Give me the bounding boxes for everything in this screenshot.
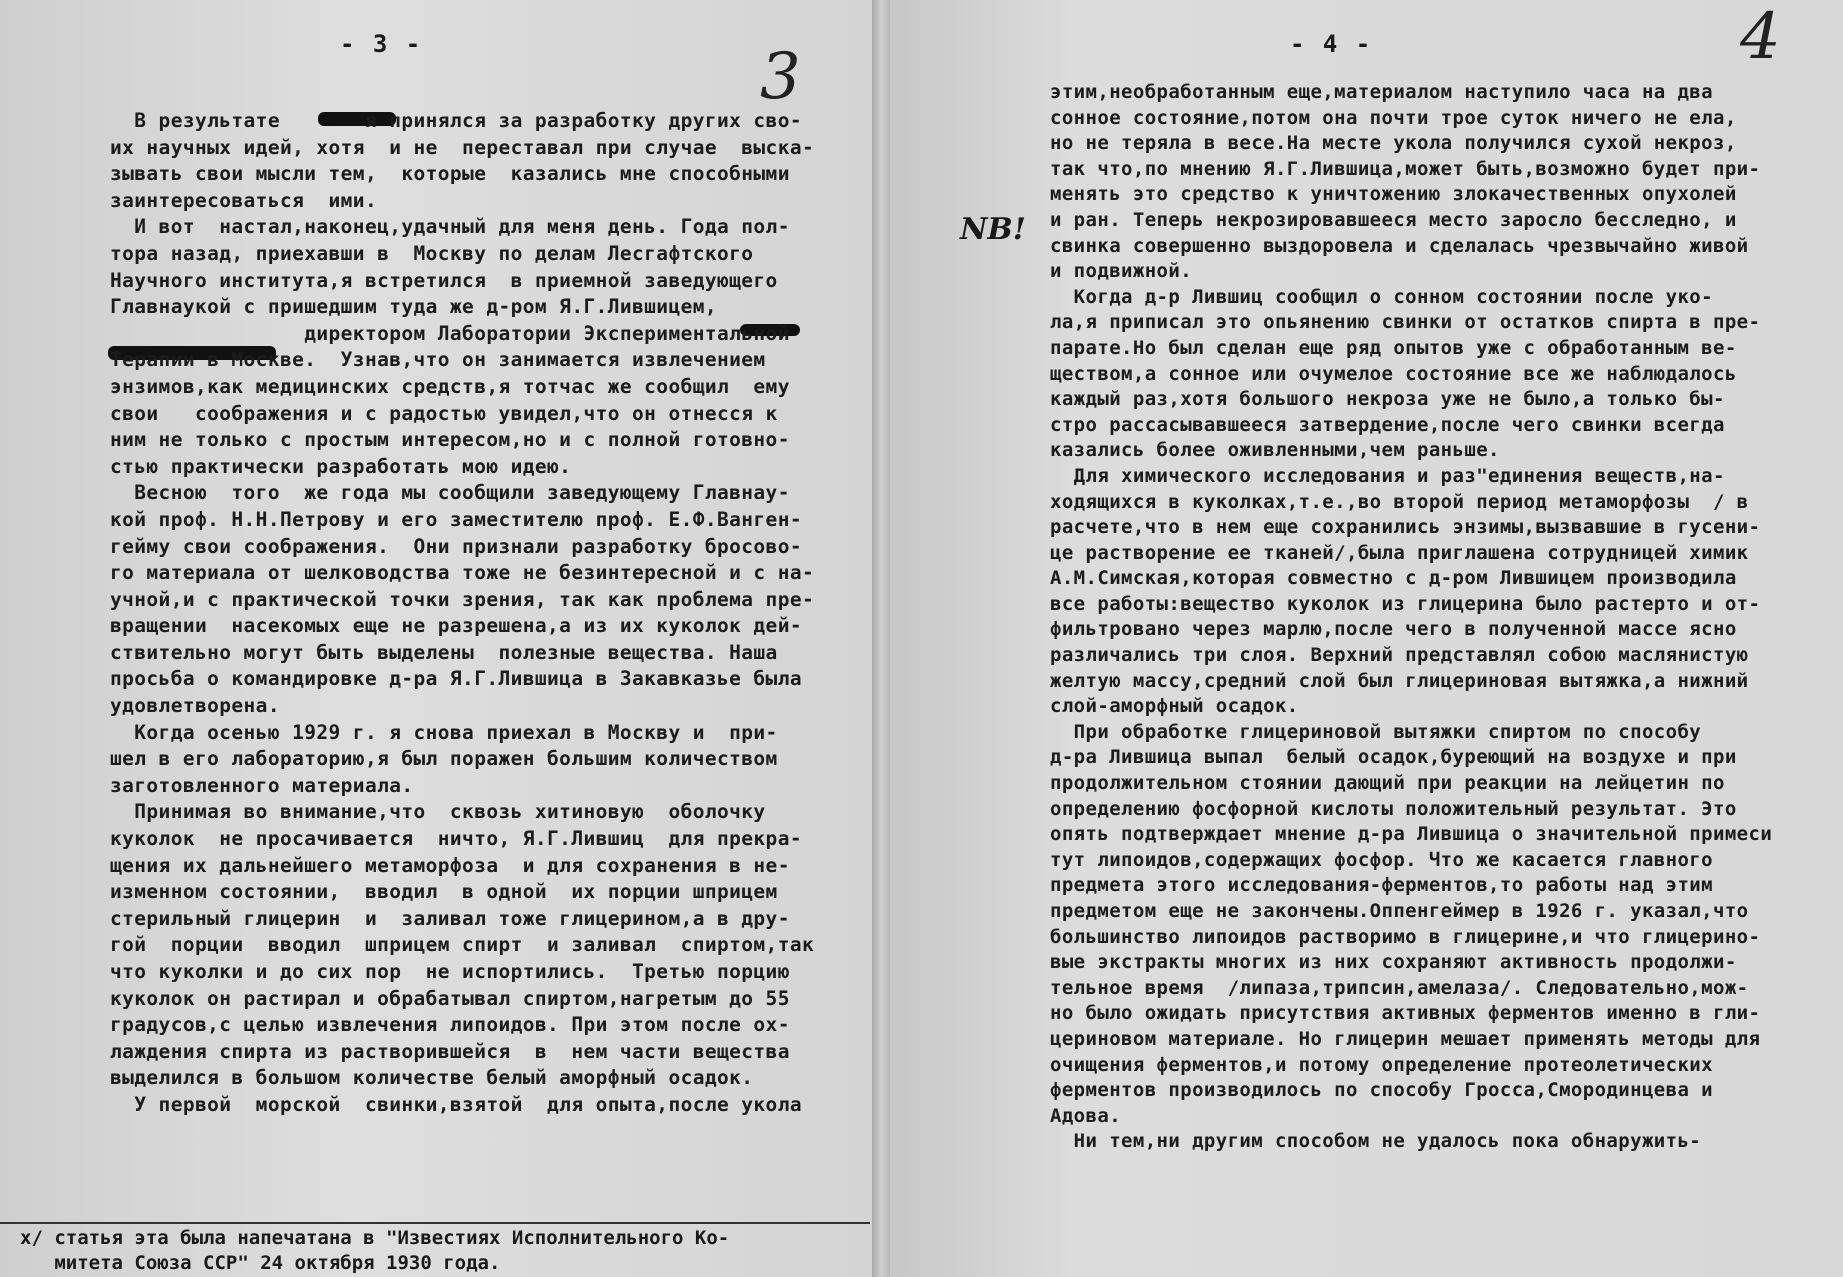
text-line: расчете,что в нем еще сохранились энзимы,вызвавшие в гусени- [1050,516,1761,539]
left-page-body [110,108,814,1119]
text-line: Когда осенью 1929 г. я снова приехал в Москву и при- [110,720,778,744]
text-line: лаждения спирта из растворившейся в нем части вещества [110,1039,790,1063]
text-line: парате.Но был сделан еще ряд опытов уже с обработанным ве- [1050,336,1737,359]
text-line: ферментов производилось по способу Гросса,Смородинцева и [1050,1079,1713,1102]
text-line: вые экстракты многих из них сохраняют активность продолжи- [1050,951,1737,974]
text-line: гейму свои соображения. Они признали разработку бросово- [110,534,802,558]
text-line: свинка совершенно выздоровела и сделалась чрезвычайно живой [1050,234,1749,257]
text-line: продолжительном стоянии дающий при реакции на лейцетин по [1050,772,1725,795]
margin-annotation: NB! [960,212,1026,247]
page-number: - 4 - [1290,30,1373,58]
text-line: вращении насекомых еще не разрешена,а из их куколок дей- [110,614,802,638]
right-page-body [1050,80,1772,1155]
text-line: заготовленного материала. [110,773,414,797]
text-line: цериновом материале. Но глицерин мешает применять методы для [1050,1027,1761,1050]
text-line: ствительно могут быть выделены полезные вещества. Наша [110,640,778,664]
text-line: Терапии в Москве. Узнав,что он занимается извлечением [110,348,766,372]
handwritten-page-number: 3 [760,40,801,114]
text-line: предметом еще не закончены.Оппенгеймер в 1926 г. указал,что [1050,900,1749,922]
text-line: предмета этого исследования-ферментов,то работы над этим [1050,874,1713,897]
text-line: Принимая во внимание,что сквозь хитиновую оболочку [110,800,766,824]
text-line: определению фосфорной кислоты положительный результат. Это [1050,797,1737,820]
right-page [880,0,1843,1277]
text-line: И вот настал,наконец,удачный для меня день. Года пол- [110,215,790,239]
text-line: x/ статья эта была напечатана в "Известиях Исполнительного Ко- [20,1227,730,1249]
text-line: В результате я принялся за разработку других сво- [110,109,802,132]
text-line: кой проф. Н.Н.Петрову и его заместителю проф. Е.Ф.Ванген- [110,507,802,531]
text-line: куколок он растирал и обрабатывал спиртом,нагретым до 55 [110,986,790,1010]
text-line: стро рассасывавшееся затвердение,после чего свинки всегда [1050,413,1725,436]
text-line: удовлетворена. [110,694,280,718]
text-line: опять подтверждает мнение д-ра Лившица о значительной примеси [1050,823,1773,846]
text-line: различались три слоя. Верхний представлял собою маслянистую [1050,644,1749,667]
page-gutter [872,0,890,1277]
text-line: изменном состоянии, вводил в одной их порции шприцем [110,880,778,904]
text-line: тут липоидов,содержащих фосфор. Что же касается главного [1050,848,1713,871]
page-number: - 3 - [340,30,423,58]
left-page [0,0,880,1277]
text-line: Когда д-р Лившиц сообщил о сонном состоянии после уко- [1050,285,1713,308]
text-line: тора назад, приехавши в Москву по делам Лесгафтского [110,241,754,265]
text-line: При обработке глицериновой вытяжки спиртом по способу [1050,720,1702,743]
text-line: большинство липоидов растворимо в глицерине,и что глицерино- [1050,925,1761,948]
text-line: сонное состояние,потом она почти трое суток ничего не ела, [1050,106,1737,129]
text-line: Адова. [1050,1104,1122,1127]
text-line: Главнаукой с пришедшим туда же д-ром Я.Г.Лившицем, [110,295,717,319]
text-line: каждый раз,хотя большого некроза уже не было,а только бы- [1050,388,1725,411]
text-line: Научного института,я встретился в приемной заведующего [110,268,778,292]
footnote-rule [0,1222,870,1224]
text-line: учной,и с практической точки зрения, так как проблема пре- [110,587,815,611]
handwritten-page-number: 4 [1740,0,1781,74]
text-line: А.М.Симская,которая совместно с д-ром Лившицем производила [1050,567,1737,590]
text-line: шел в его лабораторию,я был поражен большим количеством [110,747,778,771]
text-line: ла,я приписал это опьянению свинки от остатков спирта в пре- [1050,311,1761,334]
text-line: стью практически разработать мою идею. [110,454,572,478]
text-line: ществом,а сонное или очумелое состояние все же наблюдалось [1050,362,1737,385]
text-line: но не теряла в весе.На месте укола получился сухой некроз, [1050,132,1737,155]
text-line: го материала от шелководства тоже не безинтересной и с на- [110,561,815,585]
text-line: директором Лаборатории Экспериментальной [110,321,790,345]
text-line: Весною того же года мы сообщили заведующему Главнау- [110,481,790,505]
text-line: и подвижной. [1050,260,1193,283]
text-line: стерильный глицерин и заливал тоже глицерином,а в дру- [110,906,790,930]
text-line: заинтересоваться ими. [110,188,378,212]
text-line: Для химического исследования и раз"единения веществ,на- [1050,464,1725,487]
text-line: митета Союза ССР" 24 октября 1930 года. [20,1252,501,1274]
text-line: Ни тем,ни другим способом не удалось пока обнаружить- [1050,1130,1702,1153]
text-line: просьба о командировке д-ра Я.Г.Лившица в Закавказье была [110,667,802,691]
text-line: очищения ферментов,и потому определение протеолетических [1050,1053,1713,1076]
text-line: фильтровано через марлю,после чего в полученной массе ясно [1050,618,1737,641]
text-line: ним не только с простым интересом,но и с полной готовно- [110,428,790,452]
text-line: выделился в большом количестве белый аморфный осадок. [110,1066,754,1090]
text-line: и ран. Теперь некрозировавшееся место заросло бесследно, и [1050,208,1737,231]
text-line: гой порции вводил шприцем спирт и заливал спиртом,так [110,933,815,957]
text-line: градусов,с целью извлечения липоидов. При этом после ох- [110,1013,790,1037]
text-line: все работы:вещество куколок из глицерина было растерто и от- [1050,592,1761,615]
text-line: так что,по мнению Я.Г.Лившица,может быть,возможно будет при- [1050,157,1761,180]
footnote [20,1226,729,1276]
text-line: свои соображения и с радостью увидел,что он отнесся к [110,401,778,425]
text-line: казались более оживленными,чем раньше. [1050,439,1500,462]
text-line: энзимов,как медицинских средств,я тотчас же сообщил ему [110,374,790,398]
text-line: этим,необработанным еще,материалом наступило часа на два [1050,81,1713,103]
text-line: д-ра Лившица выпал белый осадок,буреющий на воздухе и при [1050,746,1737,769]
text-line: ходящихся в куколках,т.е.,во второй период метаморфозы / в [1050,490,1749,513]
text-line: их научных идей, хотя и не переставал при случае выска- [110,135,815,159]
text-line: щения их дальнейшего метаморфоза и для сохранения в не- [110,853,790,877]
text-line: зывать свои мысли тем, которые казались мне способными [110,162,790,186]
text-line: це растворение ее тканей/,была приглашена сотрудницей химик [1050,541,1749,564]
text-line: менять это средство к уничтожению злокачественных опухолей [1050,183,1737,206]
text-line: тельное время /липаза,трипсин,амелаза/. Следовательно,мож- [1050,976,1749,999]
text-line: куколок не просачивается ничто, Я.Г.Лившиц для прекра- [110,827,802,851]
text-line: У первой морской свинки,взятой для опыта,после укола [110,1092,802,1116]
text-line: желтую массу,средний слой был глицериновая вытяжка,а нижний [1050,669,1749,692]
text-line: но было ожидать присутствия активных ферментов именно в гли- [1050,1002,1761,1025]
text-line: что куколки и до сих пор не испортились. Третью порцию [110,960,790,983]
text-line: слой-аморфный осадок. [1050,695,1299,718]
